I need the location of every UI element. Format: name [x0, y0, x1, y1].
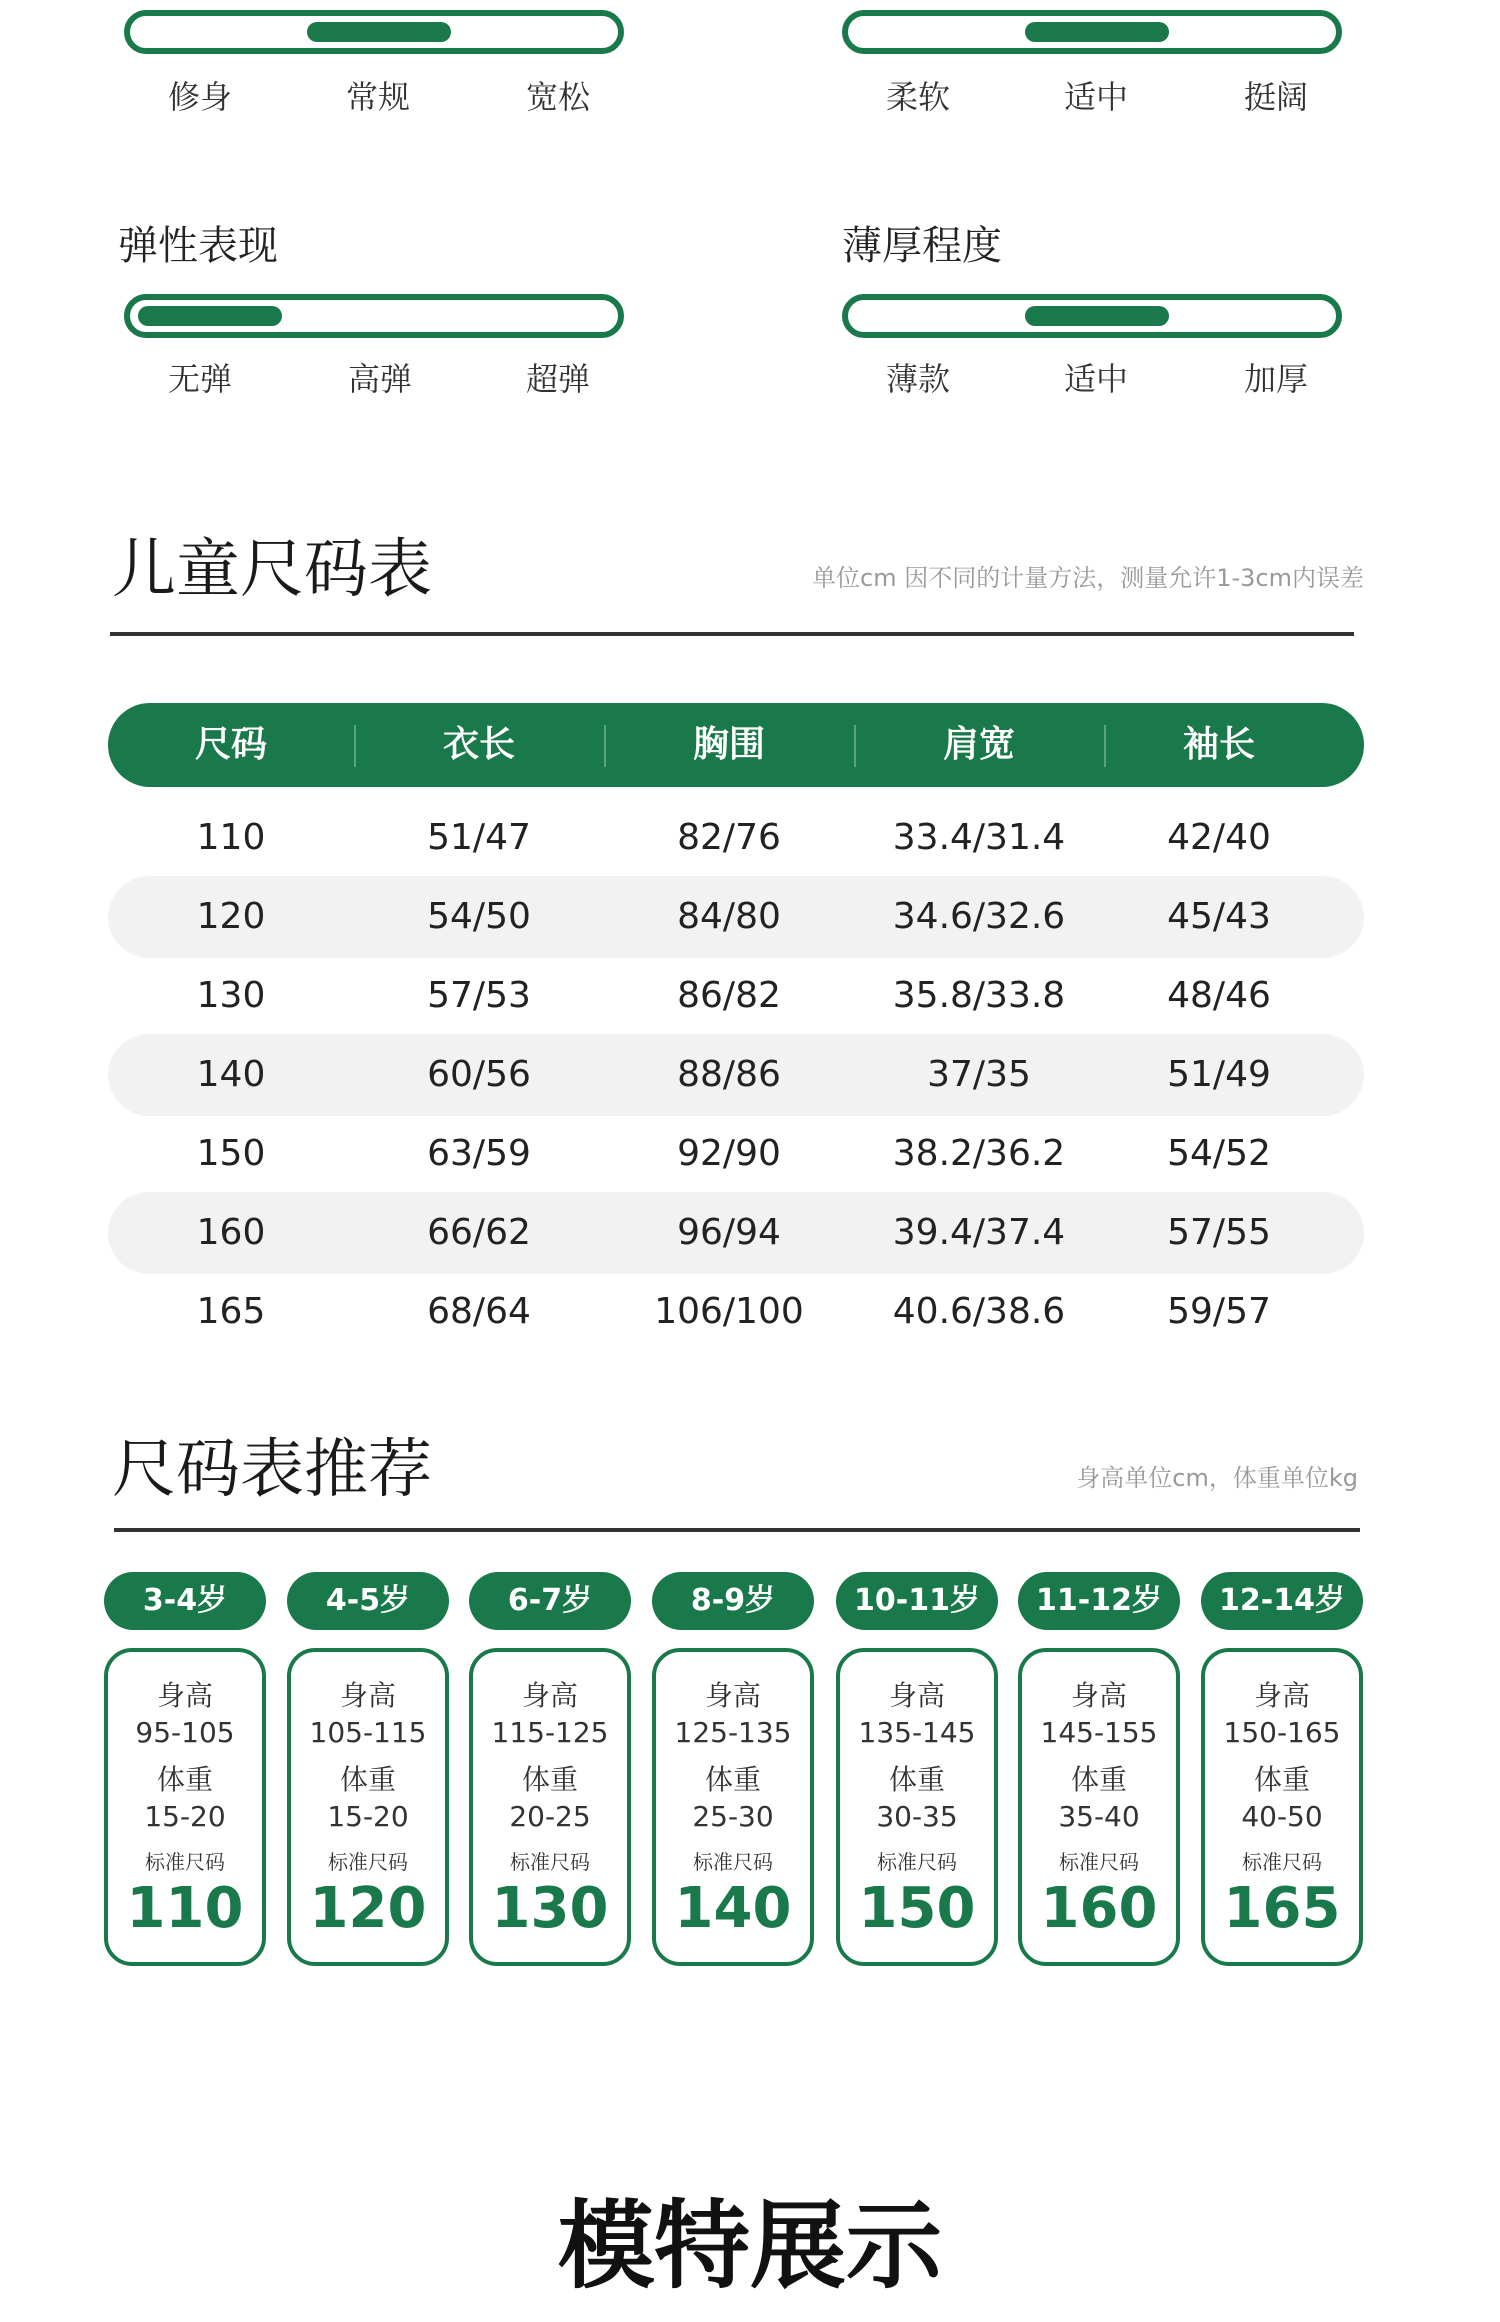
cell-size: 130: [196, 975, 266, 1016]
cell-length: 57/53: [427, 975, 531, 1016]
size-chart-note: 单位cm 因不同的计量方法，测量允许1-3cm内误差: [812, 564, 1364, 592]
age-badge: 6-7岁: [469, 1572, 631, 1630]
table-row: [108, 1113, 1364, 1195]
age-badge: 3-4岁: [104, 1572, 266, 1630]
header-size: 尺码: [194, 724, 267, 765]
age-badge: 11-12岁: [1018, 1572, 1180, 1630]
cell-shoulder: 38.2/36.2: [892, 1133, 1066, 1174]
cell-shoulder: 39.4/37.4: [892, 1212, 1066, 1253]
model-showcase-title: 模特展示: [558, 2190, 942, 2302]
thickness-title: 薄厚程度: [842, 223, 1002, 269]
size-recommend-card: [287, 1648, 449, 1966]
thickness-option-medium: 适中: [1063, 360, 1128, 398]
fit-slider: [124, 10, 624, 54]
weight-label: 体重: [1253, 1763, 1310, 1796]
cell-sleeve: 57/55: [1167, 1212, 1271, 1253]
softness-option-soft: 柔软: [885, 78, 950, 116]
recommend-note: 身高单位cm，体重单位kg: [1076, 1464, 1358, 1492]
table-row: [108, 1271, 1364, 1353]
recommend-title: 尺码表推荐: [112, 1433, 432, 1507]
elasticity-slider: [124, 294, 624, 338]
standard-size-label: 标准尺码: [145, 1850, 225, 1874]
elasticity-option-none: 无弹: [167, 360, 232, 398]
fit-option-slim: 修身: [167, 78, 232, 116]
weight-label: 体重: [1070, 1763, 1127, 1796]
cell-chest: 92/90: [677, 1133, 781, 1174]
cell-length: 51/47: [427, 817, 531, 858]
cell-chest: 82/76: [677, 817, 781, 858]
cell-chest: 84/80: [677, 896, 781, 937]
standard-size-value: 140: [674, 1876, 792, 1941]
cell-sleeve: 42/40: [1167, 817, 1271, 858]
height-label: 身高: [521, 1679, 578, 1712]
elasticity-option-super: 超弹: [525, 360, 590, 398]
weight-label: 体重: [704, 1763, 761, 1796]
cell-length: 63/59: [427, 1133, 531, 1174]
weight-value: 15-20: [327, 1800, 409, 1833]
standard-size-label: 标准尺码: [1242, 1850, 1322, 1874]
cell-shoulder: 35.8/33.8: [892, 975, 1066, 1016]
size-table-header: [108, 703, 1364, 787]
age-badge: 8-9岁: [652, 1572, 814, 1630]
height-label: 身高: [1070, 1679, 1127, 1712]
size-recommend-card: [836, 1648, 998, 1966]
size-recommend-card: [469, 1648, 631, 1966]
cell-sleeve: 54/52: [1167, 1133, 1271, 1174]
size-recommend-card: [652, 1648, 814, 1966]
weight-label: 体重: [339, 1763, 396, 1796]
height-value: 95-105: [135, 1716, 235, 1749]
cell-sleeve: 51/49: [1167, 1054, 1271, 1095]
fit-option-loose: 宽松: [525, 78, 590, 116]
standard-size-value: 160: [1040, 1876, 1158, 1941]
standard-size-label: 标准尺码: [328, 1850, 408, 1874]
table-row: [108, 1192, 1364, 1274]
weight-value: 15-20: [144, 1800, 226, 1833]
cell-shoulder: 40.6/38.6: [892, 1291, 1066, 1332]
cell-shoulder: 33.4/31.4: [892, 817, 1066, 858]
size-recommend-card: [1018, 1648, 1180, 1966]
cell-chest: 88/86: [677, 1054, 781, 1095]
table-row: [108, 797, 1364, 879]
standard-size-label: 标准尺码: [693, 1850, 773, 1874]
table-row: [108, 1034, 1364, 1116]
cell-length: 60/56: [427, 1054, 531, 1095]
thickness-option-thick: 加厚: [1243, 360, 1308, 398]
standard-size-value: 110: [126, 1876, 244, 1941]
fit-option-regular: 常规: [345, 78, 410, 116]
weight-value: 30-35: [876, 1800, 958, 1833]
cell-length: 54/50: [427, 896, 531, 937]
weight-value: 25-30: [692, 1800, 774, 1833]
cell-chest: 106/100: [654, 1291, 804, 1332]
weight-label: 体重: [156, 1763, 213, 1796]
thickness-slider: [842, 294, 1342, 338]
age-badge: 12-14岁: [1201, 1572, 1363, 1630]
height-value: 145-155: [1040, 1716, 1158, 1749]
cell-size: 160: [196, 1212, 266, 1253]
age-badge: 4-5岁: [287, 1572, 449, 1630]
height-value: 135-145: [858, 1716, 976, 1749]
softness-slider: [842, 10, 1342, 54]
cell-size: 150: [196, 1133, 266, 1174]
cell-shoulder: 34.6/32.6: [892, 896, 1066, 937]
cell-sleeve: 59/57: [1167, 1291, 1271, 1332]
weight-label: 体重: [521, 1763, 578, 1796]
cell-shoulder: 37/35: [927, 1054, 1031, 1095]
elasticity-title: 弹性表现: [118, 223, 278, 269]
cell-sleeve: 45/43: [1167, 896, 1271, 937]
elasticity-slider-knob: [138, 306, 282, 326]
weight-value: 35-40: [1058, 1800, 1140, 1833]
size-chart-divider: [110, 632, 1354, 636]
header-shoulder: 肩宽: [942, 724, 1015, 765]
thickness-option-thin: 薄款: [885, 360, 950, 398]
cell-size: 165: [196, 1291, 266, 1332]
standard-size-value: 120: [309, 1876, 427, 1941]
size-recommend-card: [1201, 1648, 1363, 1966]
height-value: 115-125: [491, 1716, 609, 1749]
size-recommend-card: [104, 1648, 266, 1966]
softness-slider-knob: [1025, 22, 1169, 42]
height-value: 125-135: [674, 1716, 792, 1749]
height-value: 105-115: [309, 1716, 427, 1749]
softness-option-medium: 适中: [1063, 78, 1128, 116]
standard-size-value: 150: [858, 1876, 976, 1941]
header-length: 衣长: [442, 724, 515, 765]
height-label: 身高: [156, 1679, 213, 1712]
height-label: 身高: [1253, 1679, 1310, 1712]
height-value: 150-165: [1223, 1716, 1341, 1749]
age-badge: 10-11岁: [836, 1572, 998, 1630]
height-label: 身高: [339, 1679, 396, 1712]
header-chest: 胸围: [692, 724, 765, 765]
weight-label: 体重: [888, 1763, 945, 1796]
size-chart-title: 儿童尺码表: [112, 533, 432, 607]
standard-size-value: 165: [1223, 1876, 1341, 1941]
header-sleeve: 袖长: [1182, 724, 1255, 765]
standard-size-value: 130: [491, 1876, 609, 1941]
standard-size-label: 标准尺码: [1059, 1850, 1139, 1874]
softness-option-stiff: 挺阔: [1243, 78, 1308, 116]
height-label: 身高: [888, 1679, 945, 1712]
recommend-divider: [114, 1528, 1360, 1532]
table-row: [108, 876, 1364, 958]
cell-chest: 96/94: [677, 1212, 781, 1253]
thickness-slider-knob: [1025, 306, 1169, 326]
weight-value: 40-50: [1241, 1800, 1323, 1833]
standard-size-label: 标准尺码: [877, 1850, 957, 1874]
height-label: 身高: [704, 1679, 761, 1712]
elasticity-option-high: 高弹: [347, 360, 412, 398]
cell-size: 120: [196, 896, 266, 937]
cell-chest: 86/82: [677, 975, 781, 1016]
fit-slider-knob: [307, 22, 451, 42]
cell-size: 110: [196, 817, 266, 858]
cell-size: 140: [196, 1054, 266, 1095]
table-row: [108, 955, 1364, 1037]
cell-length: 68/64: [427, 1291, 531, 1332]
cell-sleeve: 48/46: [1167, 975, 1271, 1016]
standard-size-label: 标准尺码: [510, 1850, 590, 1874]
cell-length: 66/62: [427, 1212, 531, 1253]
weight-value: 20-25: [509, 1800, 591, 1833]
